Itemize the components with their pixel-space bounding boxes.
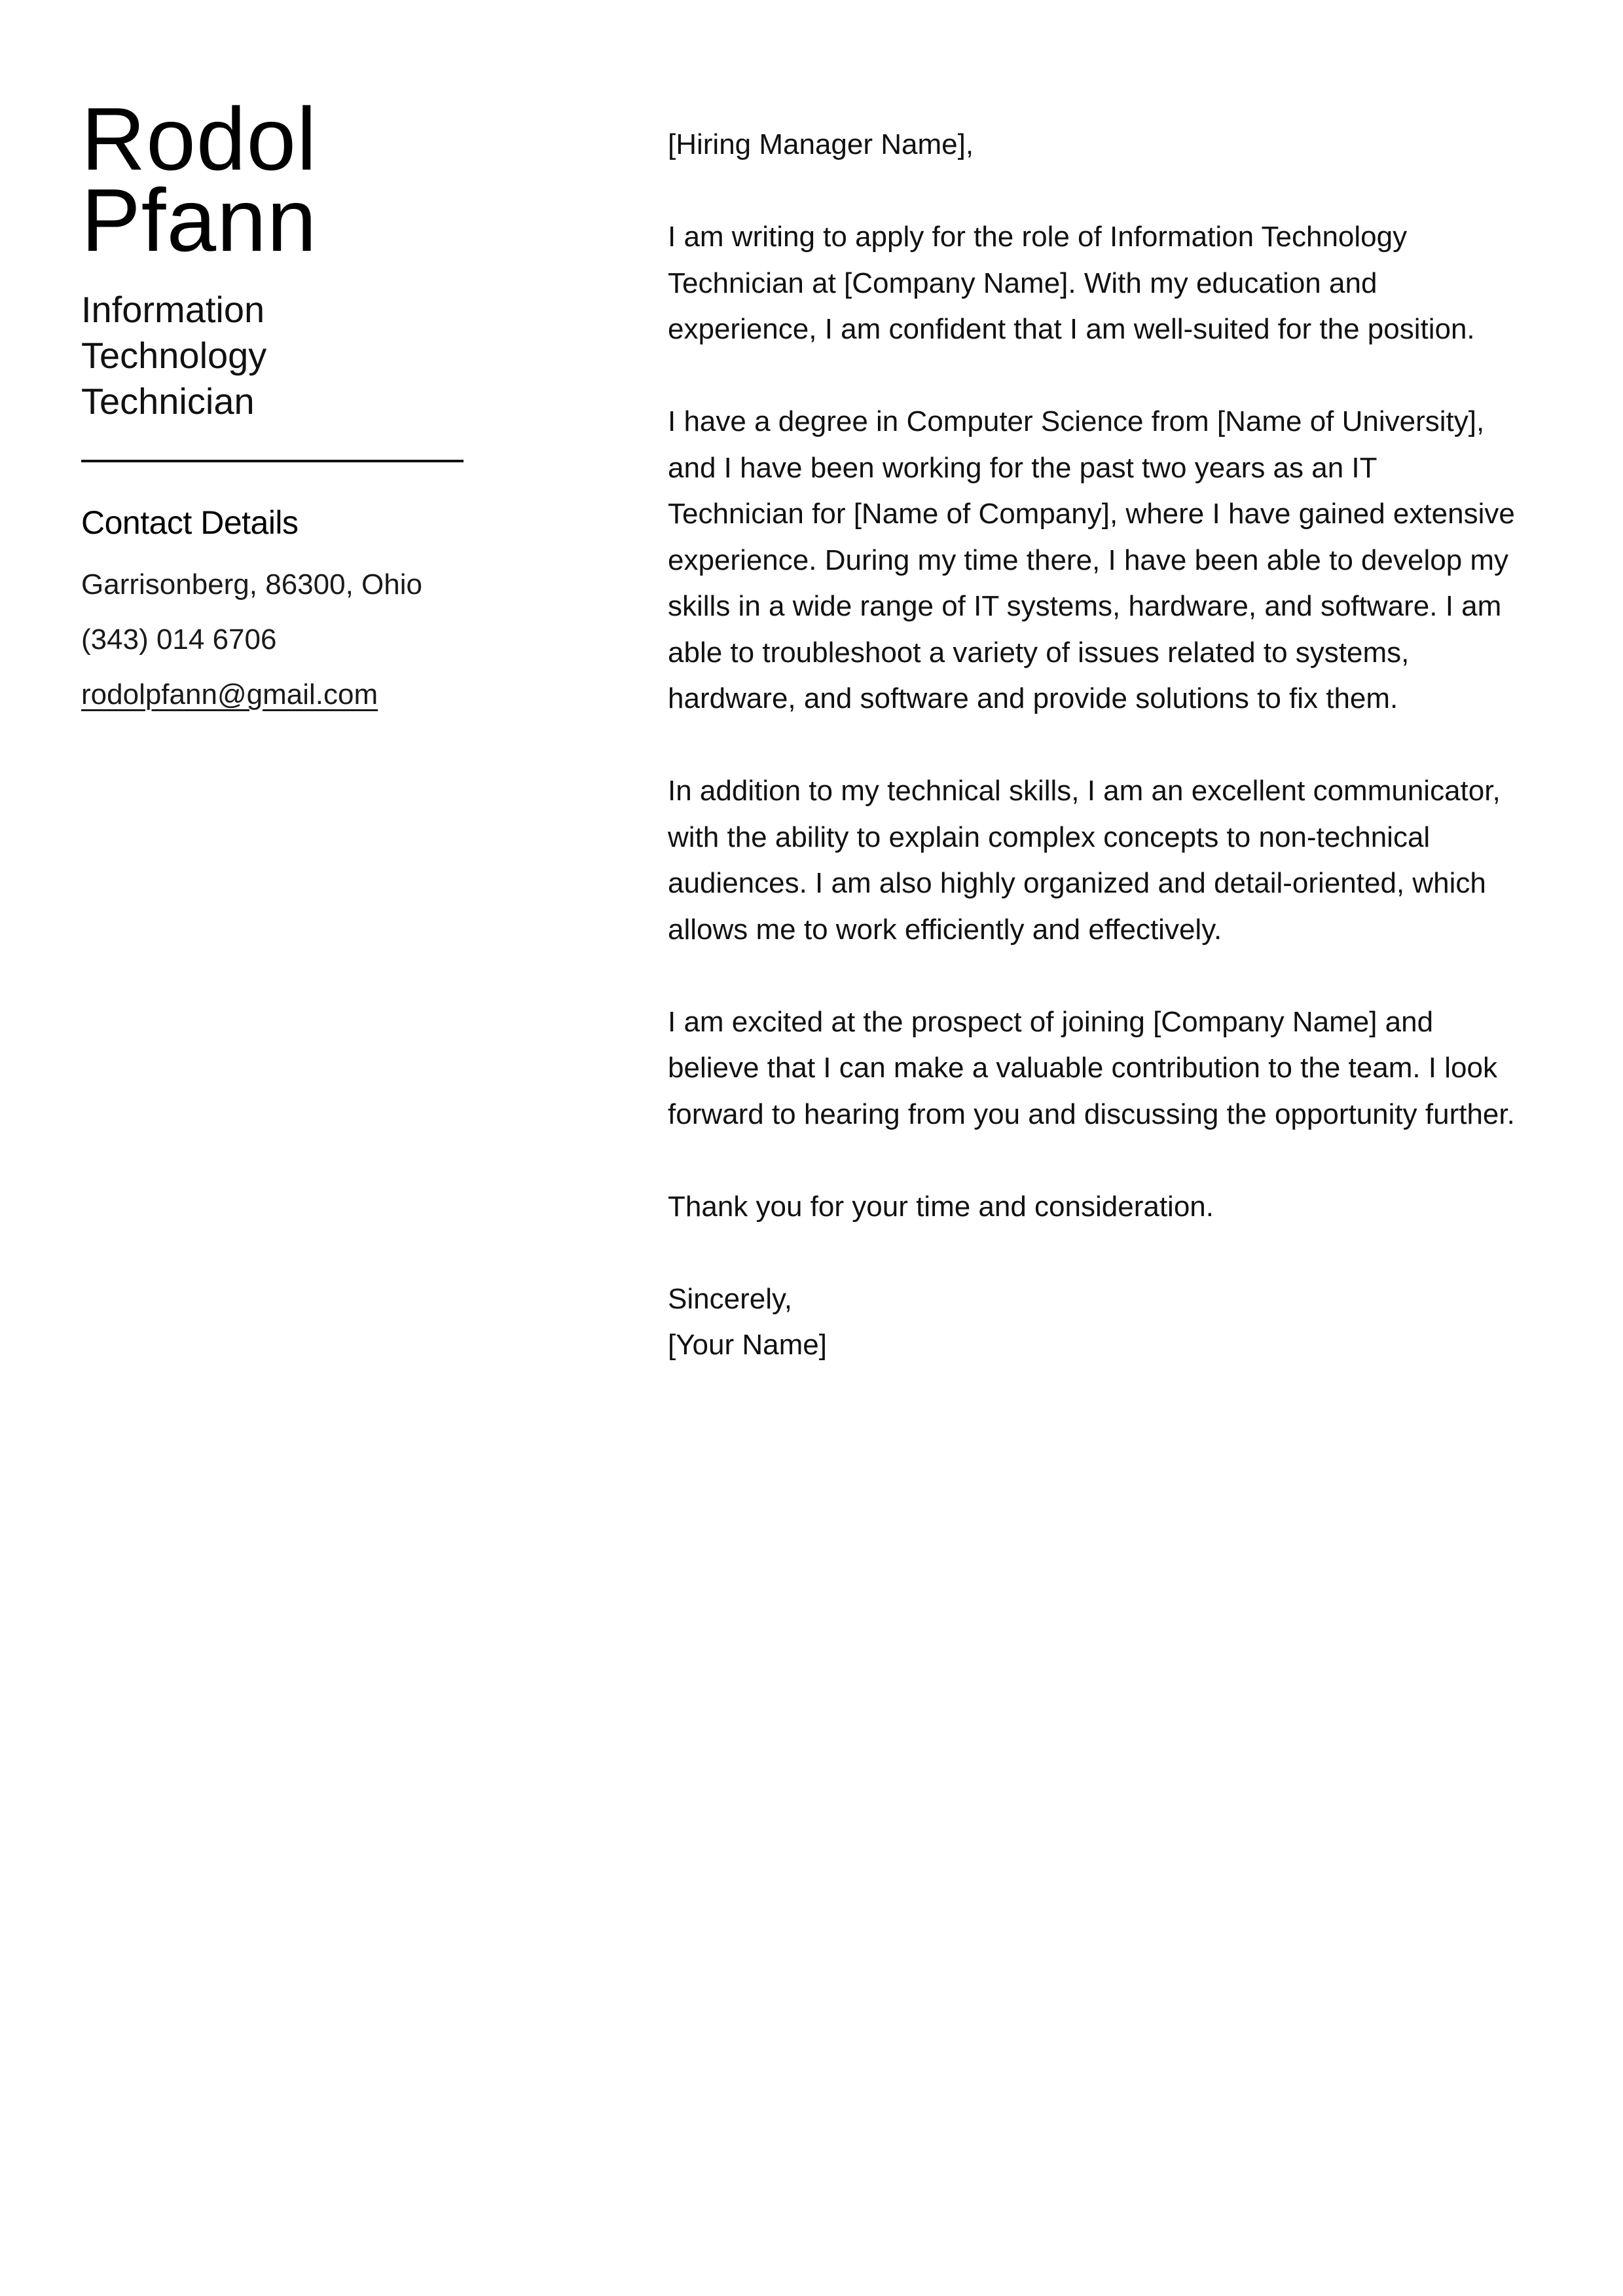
- letter-paragraph: I am excited at the prospect of joining [Company Name] and believe that I can make a valuable contribution to the team. I look forward to hearing from you and discussing the opportunity further.: [668, 1005, 1515, 1130]
- sidebar: [81, 89, 474, 714]
- letter-paragraph: I have a degree in Computer Science from [Name of University], and I have been working for the past two years as an IT Technician for [Name of Company], where I have gained extensive experience. During my time there, I have been able to develop my skills in a wide range of IT systems, hardware, and software. I am able to troubleshoot a variety of issues related to systems, hardware, and software and provide solutions to fix them.: [668, 405, 1515, 714]
- section-divider: [81, 460, 464, 462]
- letter-signature: [Your Name]: [668, 1329, 827, 1361]
- applicant-name: [81, 89, 474, 270]
- contact-address: Garrisonberg, 86300, Ohio: [81, 568, 422, 601]
- letter-salutation: [Hiring Manager Name],: [668, 128, 974, 160]
- job-title: [81, 287, 356, 424]
- contact-phone: (343) 014 6706: [81, 623, 277, 656]
- letter-paragraph: Thank you for your time and consideration.: [668, 1190, 1214, 1223]
- contact-email-link[interactable]: rodolpfann@gmail.com: [81, 678, 378, 711]
- letter-body: [668, 122, 1519, 1369]
- letter-paragraph: In addition to my technical skills, I am an excellent communicator, with the ability to explain complex concepts to non-technical audiences. I am also highly organized and detail-oriented, which allows me to work efficiently and effectively.: [668, 775, 1501, 946]
- letter-paragraph: I am writing to apply for the role of Information Technology Technician at [Company Name]. With my education and experience, I am confident that I am well-suited for the position.: [668, 221, 1475, 345]
- letter-closing: Sincerely,: [668, 1282, 792, 1315]
- contact-details-heading: Contact Details: [81, 504, 299, 541]
- job-title-line: Technician: [81, 380, 255, 422]
- last-name: Pfann: [81, 170, 318, 270]
- first-name: Rodol: [81, 89, 318, 189]
- job-title-line: Technology: [81, 335, 267, 376]
- job-title-line: Information: [81, 289, 265, 330]
